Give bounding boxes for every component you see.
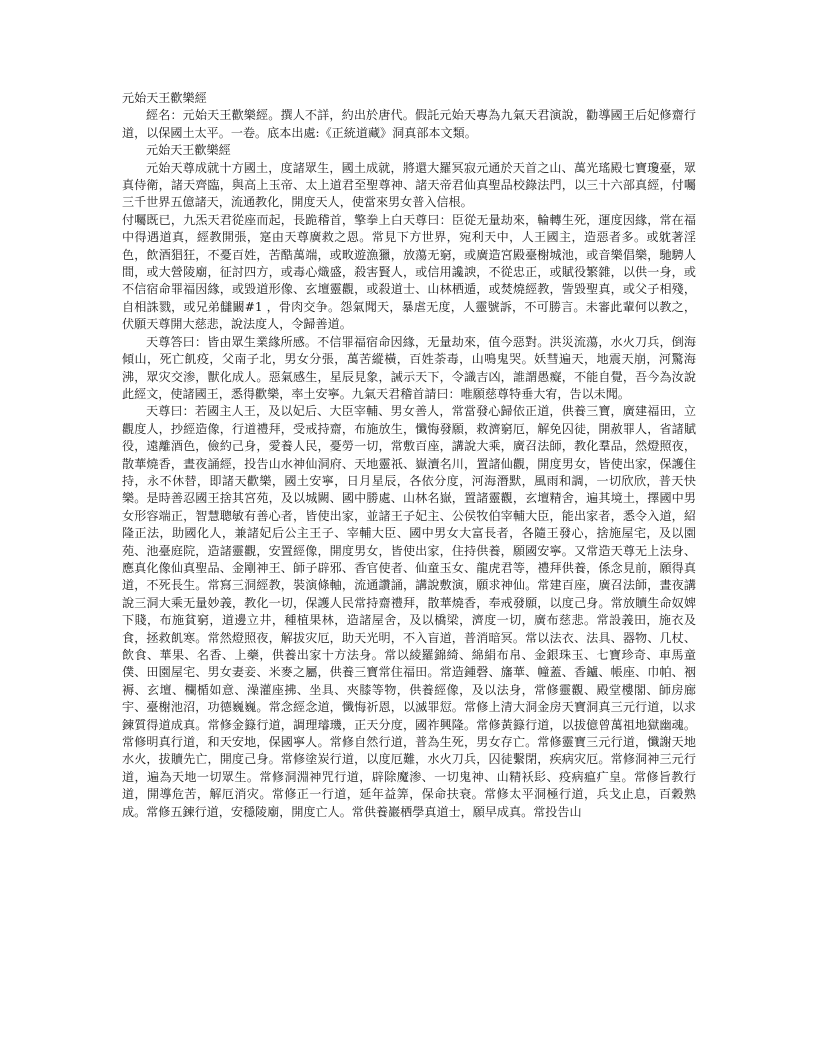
- body-paragraph-4: 天尊曰：若國主人王，及以妃后、大臣宰輔、男女善人，常當發心歸依正道，供養三寶，廣建福田，立觀度人，抄經造像，行道禮拜，受戒持齋，布施放生，懺悔發願，救濟窮厄，解免囚徒，開赦罪人，省諸賦役，遠離酒色，儉約己身，愛養人民，憂勞一切，常敷百座，講說大乘，廣召法師，教化羣品，然燈照夜，散華燒香，晝夜誦經，投告山水神仙洞府、天地靈祇、嶽瀆名川，置諸仙觀，開度男女，皆使出家，保護住持，永不休替，即諸天歡樂，國土安寧，日月星辰，各依分度，河海潛默，風雨和調，一切欣欣，普天快樂。是時善忍國王捨其宮苑，及以城闕、國中勝處、山林名嶽，置諸靈觀，玄壇精舍，遍其境土，擇國中男女形容端正，智慧聰敏有善心者，皆使出家，並諸王子妃主、公侯牧伯宰輔大臣，能出家者，悉令入道，紹隆正法，助國化人，兼諸妃后公主王子、宰輔大臣、國中男女大富長者，各隨王發心，捨施屋宅，及以園苑、池臺庭院，造諸靈觀，安置經像，開度男女，皆使出家，住持供養，願國安寧。又常造天尊无上法身、應真化像仙真聖品、金剛神王、師子辟邪、香官使者、仙童玉女、龍虎君等，禮拜供養，係念見前，願得真道，不死長生。常寫三洞經教，裝演條軸，流通讚誦，講說敷演，願求神仙。常建百座，廣召法師，晝夜講說三洞大乘无量妙義，教化一切，保護人民常持齋禮拜，散華燒香，奉戒發願，以度己身。常放贖生命奴婢下賤，布施貧窮，道邊立井，種植果林，造諸屋舍，及以橋梁，濟度一切，廣布慈悲。常設義田，施衣及食，拯救飢寒。常然燈照夜，解拔灾厄，助天光明，不入盲道，普消暗冥。常以法衣、法具、器物、几杖、飲食、華果、名香、上藥，供養出家十方法身。常以綾羅錦綺、綿絹布帛、金銀珠玉、七寶珍奇、車馬童僕、田園屋宅、男女妻妾、米麥之屬，供養三寶常住福田。常造鍾磬、旛華、幢蓋、香鑪、帳座、巾帕、裀褥、玄壇、欄楯如意、澡灌座拂、坐具、夾膝等物，供養經像，及以法身，常修靈觀、殿堂樓閣、師房廊宇、臺榭池沼，功德巍巍。常念經念道，懺悔祈恩，以滅罪愆。常修上清大洞金房天寶洞真三元行道，以求鍊質得道成真。常修金籙行道，調理璿璣，正天分度，國祚興隆。常修黃籙行道，以拔億曾萬祖地獄幽魂。常修明真行道，和天安地，保國寧人。常修自然行道，普為生死，男女存亡。常修靈寶三元行道，懺謝天地水火，拔贖先亡，開度己身。常修塗炭行道，以度厄難，水火刀兵，囚徒繫閉，疾病灾厄。常修洞神三元行道，遍為天地一切眾生。常修洞淵神咒行道，辟除魔渗、一切鬼神、山精袄髟、疫病瘟疒皇。常修旨教行道，開導危苦，解厄消灾。常修正一行道，延年益筭，保命扶衰。常修太平洞極行道，兵戈止息，百穀熟成。常修五鍊行道，安穩陵廟，開度亡人。常供養巖栖學真道士，願早成真。常投告山: [122, 404, 696, 819]
- body-paragraph-2: 付囑既已，九炁天君從座而起，長跪稽首，擎拳上白天尊曰：臣從无量劫來，輪轉生死，運度因緣，常在福中得遇道真，經教開張，寔由天尊廣救之恩。常見下方世界，宛利天中，人王國主，造惡者多。或躭著淫色，飲酒猖狂，不憂百姓，苦酷萬端，或畋遊漁獵，放蕩无窮，或廣造宮殿臺榭城池，或音樂倡樂，馳騁人間，或大營陵廟，征討四方，或毒心熾盛，殺害賢人，或信用讒諛，不從忠正，或賦役繁雜，以供一身，或不信宿命罪福因緣，或毀道形像、玄壇靈觀，或殺道士、山林栖遁，或焚燒經教，訾毀聖真，或父子相殘，自相誅戮，或兄弟讎闞#1 ，骨肉交争。怨氣聞天，暴虐无度，人靈號訴，不可勝言。未審此輩何以教之，伏願天尊開大慈悲，說法度人，令歸善道。: [122, 212, 696, 332]
- body-paragraph-1: 元始天尊成就十方國土，度諸眾生，國土成就，將還大羅冥寂元通於天首之山、萬光瑤殿七寶瓊臺，眾真侍衛，諸天齊臨，與高上玉帝、太上道君至聖尊神、諸天帝君仙真聖品校錄法門，以三十六部真經，付囑三千世界五億諸天，流通教化，開度天人，使當來男女普入信根。: [122, 160, 696, 210]
- colophon-paragraph: 經名：元始天王歡樂經。撰人不詳，約出於唐代。假託元始天專為九氣天君演說，勸導國王后妃修齋行道，以保國土太平。一卷。底本出處:《正統道藏》洞真部本文類。: [122, 108, 696, 140]
- inner-title: 元始天王歡樂經: [146, 143, 231, 158]
- heading-title: 元始天王歡樂經: [122, 91, 207, 105]
- document-text-body: [122, 90, 696, 821]
- body-paragraph-3: 天尊答曰：皆由眾生業緣所感。不信罪福宿命因緣，无量劫來，值今惡對。洪災流蕩，水火刀兵，倒海傾山，死亡飢疫，父南子北，男女分張，萬苦縱橫，百姓荼毒，山鳴鬼哭。妖彗遍天，地震天崩，河驚海沸，眾灾交渗，獸化成人。惡氣感生，星辰見象，誡示天下，令識吉凶，誰謂愚癡，不能自覺，吾今為汝說此經文，使諸國王，悉得歡樂，率土安寧。九氣天君稽首請曰：唯願慈尊特垂大宥，告以未聞。: [122, 334, 696, 401]
